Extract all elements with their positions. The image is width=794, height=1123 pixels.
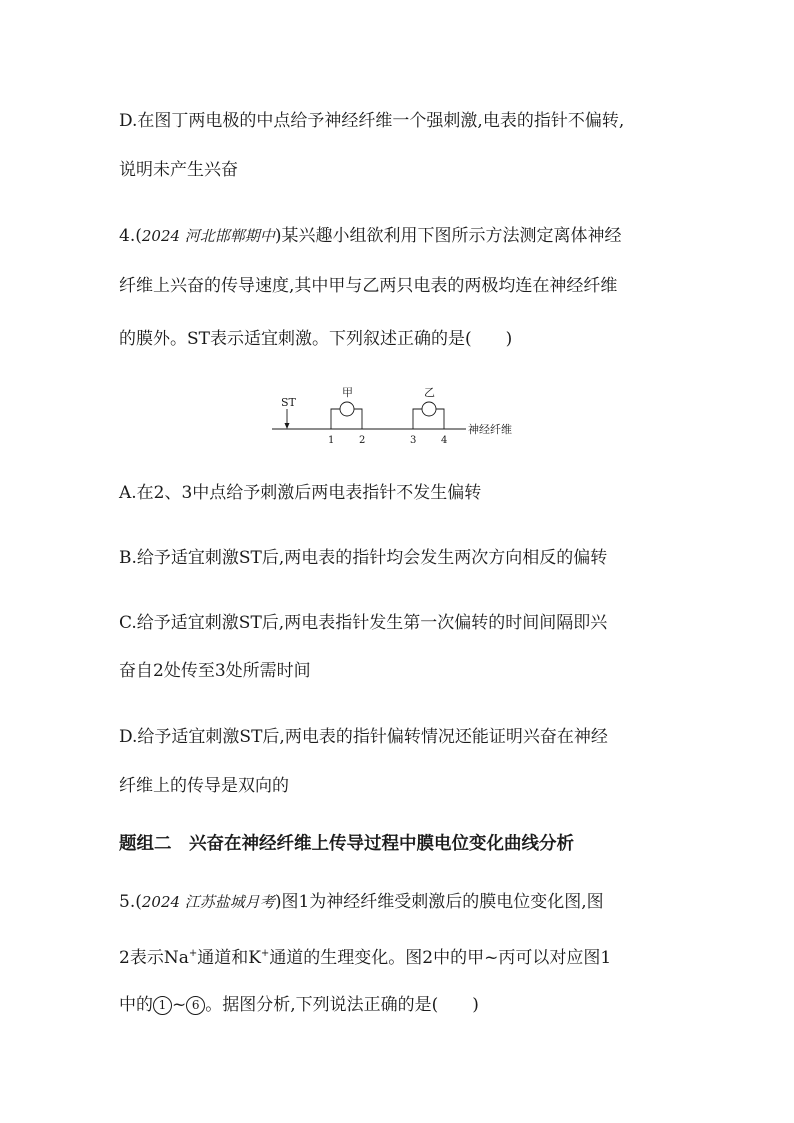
q4-option-d-line1: D.给予适宜刺激ST后,两电表的指针偏转情况还能证明兴奋在神经 (119, 727, 608, 747)
q4-option-a: A.在2、3中点给予刺激后两电表指针不发生偏转 (119, 483, 482, 503)
q5-stem-line2 (119, 942, 611, 970)
point-1-label: 1 (328, 435, 335, 446)
meter-a-circle (340, 402, 354, 416)
q4-source: 2024 河北邯郸期中 (141, 227, 275, 245)
circled-number-1: 1 (153, 996, 172, 1015)
point-4-label: 4 (441, 435, 448, 446)
k-superscript: + (260, 948, 270, 959)
q5-stem-line3 (119, 993, 479, 1017)
meter-b-wires-right (436, 409, 444, 429)
group-2-heading: 题组二 兴奋在神经纤维上传导过程中膜电位变化曲线分析 (119, 834, 574, 854)
q4-stem-line2: 纤维上兴奋的传导速度,其中甲与乙两只电表的两极均连在神经纤维 (119, 276, 618, 296)
na-superscript: + (188, 948, 198, 959)
q5-number: 5.( (119, 892, 142, 912)
fiber-label: 神经纤维 (468, 423, 512, 436)
stimulus-arrowhead (285, 423, 290, 429)
q4-stem-line3: 的膜外。ST表示适宜刺激。下列叙述正确的是( ) (119, 329, 513, 349)
stimulus-label: ST (281, 396, 296, 409)
meter-b-label: 乙 (424, 386, 435, 399)
q3-option-d-line2: 说明未产生兴奋 (119, 160, 238, 180)
q3-option-d-line1: D.在图丁两电极的中点给予神经纤维一个强刺激,电表的指针不偏转, (119, 111, 625, 131)
q5-line2-a: 2表示Na (119, 948, 189, 968)
q4-option-d-line2: 纤维上的传导是双向的 (119, 776, 289, 796)
meter-b-wires (413, 409, 422, 429)
q5-line3-b: 。据图分析,下列说法正确的是( ) (205, 995, 479, 1015)
q5-line2-c: 通道的生理变化。图2中的甲~丙可以对应图1 (269, 948, 612, 968)
q4-number: 4.( (119, 226, 142, 246)
q4-option-c-line2: 奋自2处传至3处所需时间 (119, 661, 311, 681)
meter-a-label: 甲 (342, 386, 353, 399)
q4-option-b: B.给予适宜刺激ST后,两电表的指针均会发生两次方向相反的偏转 (119, 548, 608, 568)
q5-line2-b: 通道和K (197, 948, 261, 968)
q5-stem-text: )图1为神经纤维受刺激后的膜电位变化图,图 (274, 892, 604, 912)
q5-tilde: ~ (172, 995, 187, 1015)
circled-number-6: 6 (186, 996, 205, 1015)
q4-stem-text: )某兴趣小组欲利用下图所示方法测定离体神经 (274, 226, 622, 246)
meter-a-wires (331, 409, 340, 429)
meter-b-circle (422, 402, 436, 416)
q5-source: 2024 江苏盐城月考 (141, 893, 275, 911)
q5-line3-a: 中的 (119, 995, 153, 1015)
q5-stem-line1 (119, 890, 604, 914)
nerve-fiber-diagram (268, 382, 530, 446)
q4-stem-line1 (119, 224, 621, 248)
point-2-label: 2 (359, 435, 366, 446)
q4-option-c-line1: C.给予适宜刺激ST后,两电表指针发生第一次偏转的时间间隔即兴 (119, 613, 608, 633)
point-3-label: 3 (410, 435, 417, 446)
meter-a-wires-right (354, 409, 362, 429)
